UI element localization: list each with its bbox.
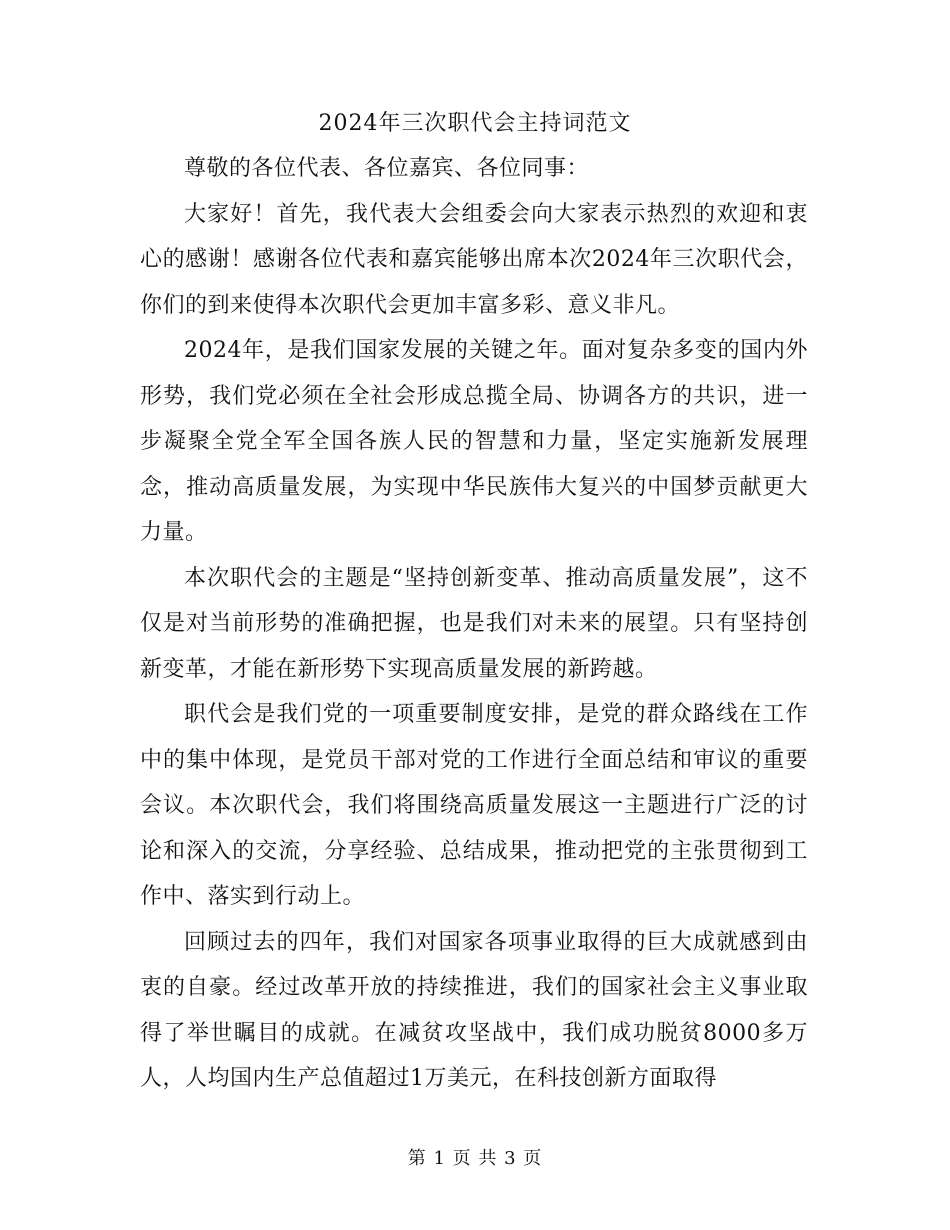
paragraph-congress-role: 职代会是我们党的一项重要制度安排，是党的群众路线在工作中的集中体现，是党员干部对党的工作进行全面总结和审议的重要会议。本次职代会，我们将围绕高质量发展这一主题进行广泛的讨论和深入的交流，分享经验、总结成果，推动把党的主张贯彻到工作中、落实到行动上。 — [140, 702, 808, 909]
paragraph-salutation: 尊敬的各位代表、各位嘉宾、各位同事： — [184, 156, 590, 181]
document-title: 2024年三次职代会主持词范文 — [318, 111, 632, 136]
paragraph-theme: 本次职代会的主题是“坚持创新变革、推动高质量发展”，这不仅是对当前形势的准确把握，也是我们对未来的展望。只有坚持创新变革，才能在新形势下实现高质量发展的新跨越。 — [140, 565, 808, 682]
paragraph-review: 回顾过去的四年，我们对国家各项事业取得的巨大成就感到由衷的自豪。经过改革开放的持续推进，我们的国家社会主义事业取得了举世瞩目的成就。在减贫攻坚战中，我们成功脱贫8000多万人，人均国内生产总值超过1万美元，在科技创新方面取得 — [140, 929, 808, 1091]
document-body — [140, 146, 808, 1102]
page-number-footer: 第 1 页 共 3 页 — [407, 1148, 543, 1169]
paragraph-2024-context: 2024年，是我们国家发展的关键之年。面对复杂多变的国内外形势，我们党必须在全社会形成总揽全局、协调各方的共识，进一步凝聚全党全军全国各族人民的智慧和力量，坚定实施新发展理念，推动高质量发展，为实现中华民族伟大复兴的中国梦贡献更大力量。 — [140, 338, 808, 545]
paragraph-welcome: 大家好！首先，我代表大会组委会向大家表示热烈的欢迎和衷心的感谢！感谢各位代表和嘉宾能够出席本次2024年三次职代会，你们的到来使得本次职代会更加丰富多彩、意义非凡。 — [140, 201, 808, 318]
